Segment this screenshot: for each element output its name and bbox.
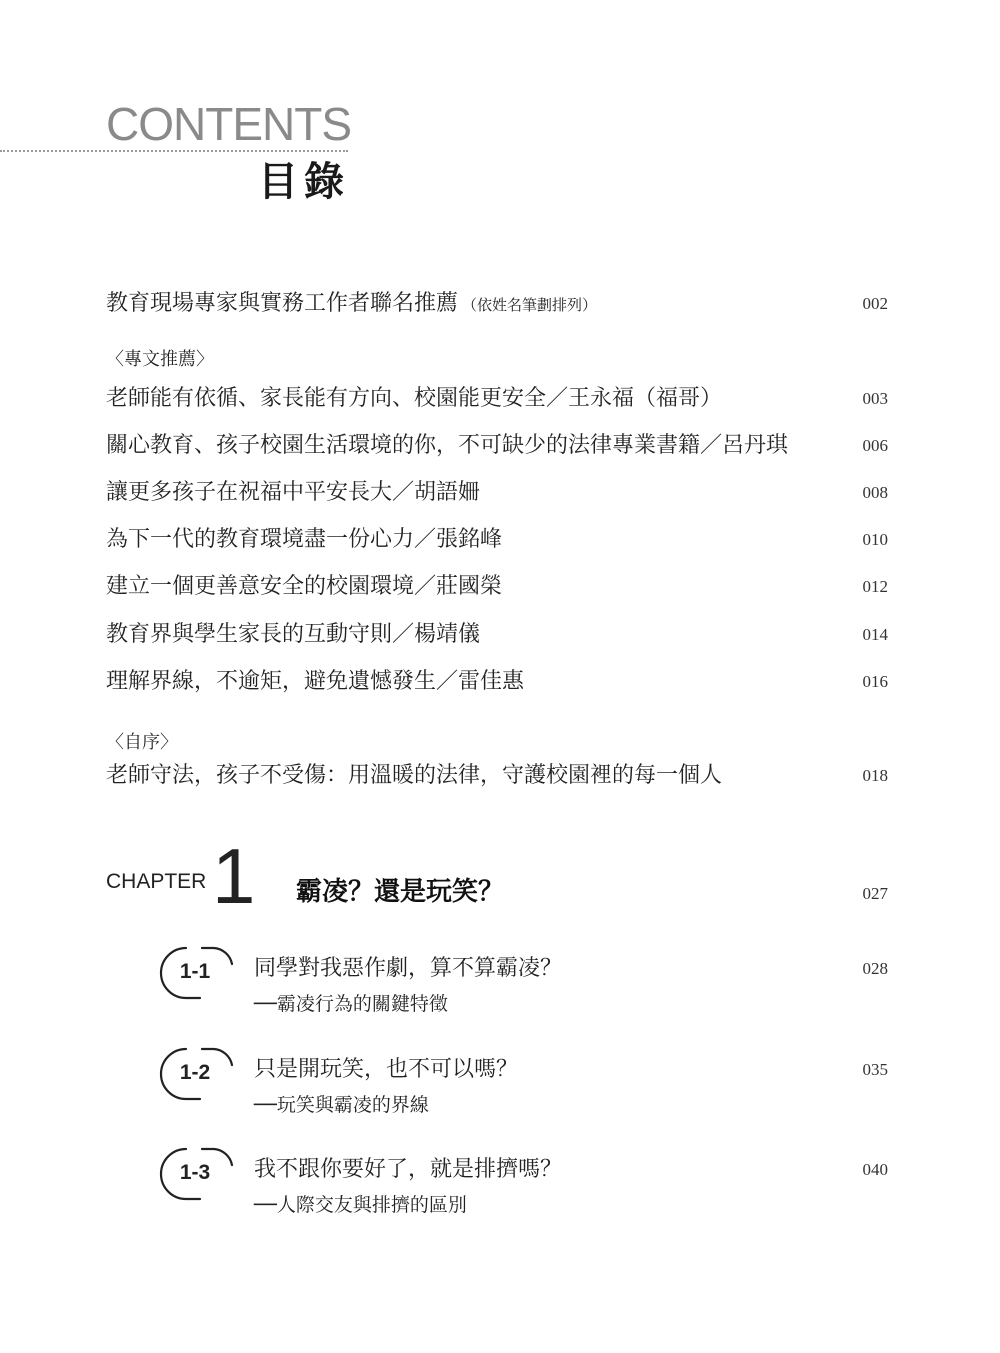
toc-entry[interactable]	[106, 617, 888, 653]
entry-title: 老師守法，孩子不受傷：用溫暖的法律，守護校園裡的每一個人	[106, 763, 723, 788]
entry-title: 老師能有依循、家長能有方向、校園能更安全	[106, 386, 547, 411]
toc-entry[interactable]	[106, 428, 888, 464]
section-number-badge	[156, 946, 232, 998]
subsection-subtitle: ──人際交友與排擠的區別	[254, 1194, 467, 1216]
subsection-subtitle: ──玩笑與霸凌的界線	[254, 1094, 429, 1116]
toc-entry[interactable]	[106, 522, 888, 558]
page-number: 028	[862, 959, 888, 978]
toc-entry-preface[interactable]	[106, 758, 888, 794]
entry-author: ／胡語姍	[392, 480, 481, 505]
toc-entry[interactable]	[106, 381, 888, 417]
page-title: 目錄	[258, 159, 350, 205]
page-number: 014	[862, 625, 888, 644]
section-number-badge	[156, 1047, 232, 1099]
contents-heading: CONTENTS	[106, 98, 351, 150]
toc-entry-joint-recommendation[interactable]	[106, 286, 888, 322]
section-label-preface: 〈自序〉	[106, 732, 178, 753]
entry-title: 為下一代的教育環境盡一份心力	[106, 527, 415, 552]
entry-author: ／楊靖儀	[392, 622, 481, 647]
subsection-title: 只是開玩笑，也不可以嗎？	[254, 1057, 519, 1082]
page-number: 035	[862, 1060, 888, 1079]
page-number: 010	[862, 530, 888, 549]
toc-entry[interactable]	[106, 475, 888, 511]
section-number-badge	[156, 1147, 232, 1199]
subsection-title: 同學對我惡作劇，算不算霸凌？	[254, 956, 563, 981]
chapter-label: CHAPTER	[106, 870, 207, 893]
entry-author: ／雷佳惠	[436, 669, 525, 694]
chapter-title: 霸凌？還是玩笑？	[296, 877, 505, 907]
entry-author: ／王永福（福哥）	[546, 386, 723, 411]
chapter-number: 1	[212, 832, 256, 920]
entry-title: 建立一個更善意安全的校園環境	[106, 574, 415, 599]
subsection-entry[interactable]	[152, 1147, 888, 1227]
subsection-subtitle: ──霸凌行為的關鍵特徵	[254, 993, 448, 1015]
entry-author: ／莊國榮	[414, 574, 503, 599]
entry-title: 讓更多孩子在祝福中平安長大	[106, 480, 393, 505]
section-label-feature: 〈專文推薦〉	[106, 349, 214, 370]
entry-author: ／呂丹琪	[700, 433, 789, 458]
entry-title: 教育界與學生家長的互動守則	[106, 622, 393, 647]
dotted-divider	[0, 150, 348, 152]
page-number: 040	[862, 1160, 888, 1179]
entry-note: （依姓名筆劃排列）	[462, 296, 598, 314]
page-number: 027	[862, 884, 888, 903]
page-number: 018	[862, 766, 888, 785]
page-number: 002	[862, 294, 888, 313]
toc-entry[interactable]	[106, 569, 888, 605]
subsection-entry[interactable]	[152, 1047, 888, 1127]
page-number: 008	[862, 483, 888, 502]
subsection-number: 1-1	[179, 960, 211, 983]
entry-title: 教育現場專家與實務工作者聯名推薦	[106, 291, 459, 316]
subsection-number: 1-2	[179, 1061, 211, 1084]
entry-title: 理解界線，不逾矩，避免遺憾發生	[106, 669, 437, 694]
page-number: 012	[862, 577, 888, 596]
page-number: 006	[862, 436, 888, 455]
page-number: 016	[862, 672, 888, 691]
subsection-entry[interactable]	[152, 946, 888, 1026]
toc-entry[interactable]	[106, 664, 888, 700]
page-number: 003	[862, 389, 888, 408]
subsection-title: 我不跟你要好了，就是排擠嗎？	[254, 1157, 563, 1182]
entry-title: 關心教育、孩子校園生活環境的你，不可缺少的法律專業書籍	[106, 433, 701, 458]
subsection-number: 1-3	[179, 1161, 211, 1184]
entry-author: ／張銘峰	[414, 527, 503, 552]
